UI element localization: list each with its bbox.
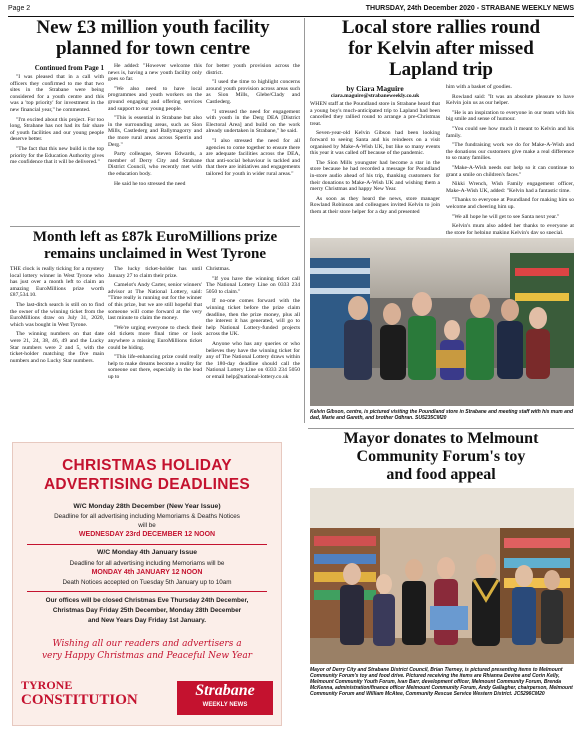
advertising-deadlines-ad <box>12 442 282 726</box>
paragraph: Nikki Wrench, Wish Family engagement officer, Make-A-Wish UK, added: "Kelvin had a fantastic time. <box>446 181 574 194</box>
tyrone-constitution-logo: TYRONE CONSTITUTION <box>21 678 138 708</box>
paragraph: Seven-year-old Kelvin Gibson had been looking forward to seeing Santa and his reindeers on a visit organised by Make-A-Wish UK, but like so many events this year it was called off because of the pandemic. <box>310 130 440 157</box>
paragraph: "Make-A-Wish needs our help so it can continue to grant a smile on children's faces." <box>446 164 574 178</box>
paragraph: "We all hope he will get to see Santa next year." <box>452 213 560 220</box>
paragraph: "I'm excited about this project. For too long, Strabane has not had its fair share of youth facilities and our young people deserve better. <box>10 116 104 143</box>
paragraph: The last-ditch search is still on to find the owner of the winning ticket from the EuroMillions draw on July 31, 2020, which was bought in West Tyrone. <box>10 301 104 328</box>
a3-column-1 <box>10 266 104 438</box>
a2-headline: Local store rallies round for Kelvin after missed Lapland trip <box>341 17 541 80</box>
paragraph: Rowland said: "It was an absolute pleasure to have Kelvin join us as our helper. <box>446 93 574 107</box>
section-divider <box>308 428 574 429</box>
paragraph: Christmas. <box>206 266 231 272</box>
paragraph: The lucky ticket-holder has until January 27 to claim their prize. <box>108 266 202 279</box>
paragraph: Anyone who has any queries or who believes they have the winning ticket for any of The National Lottery draws within the 180-day deadline should call the National Lottery Line on 0333 234 5050 or email help@national-lottery.co.uk <box>206 340 300 380</box>
a2-column-1 <box>310 101 440 231</box>
a4-caption: Mayor of Derry City and Strabane District Council, Brian Tierney, is pictured presenting items to Melmount Community Forum's toy and food drive. Pictured receiving the items are Rhianna Devine and Corin Kelly, Melmount Community Youth Forum, Ivan Barr, development officer, Melmount Community Forum, Brenda McKenna, administration/finance officer Melmount Community Forum, Andy Gallagher, chairperson, Melmount Community Forum and William McAtee, Community Rescue Service Western District. JC5296CM20 <box>310 667 573 697</box>
paragraph: "I stressed the need for engagement with youth in the Derg DEA [District Electoral Area] and build on the work already undertaken in Strabane," he said. <box>206 108 300 135</box>
a1-headline: New £3 million youth facility planned for town centre <box>36 17 270 59</box>
paragraph: "I was pleased that in a call with officers they confirmed to me that two sites in the Strabane were being considered for a youth centre and this was a 'top priority' for investment in the new financial year," he commented. <box>10 74 104 113</box>
ad-week-2-date: MONDAY 4th JANUARY 12 NOON <box>91 569 203 576</box>
a2-byline: by Ciara Maguire <box>346 84 404 93</box>
paragraph: "The fundraising work we do for Make-A-Wish and the donations our customers give make a real difference to so many families. <box>446 142 574 162</box>
paragraph: The Sion Mills youngster had become a star in the store because he had recorded a message for Poundland in-store audio ahead of his trip, thanking customers for their donations to Make-A-Wish UK and wishing them a merry Christmas and happy New Year. <box>310 159 440 193</box>
paragraph: "I used the time to highlight concerns around youth provision across areas such as Sion Mills, Glebe/Clady and Castlederg. <box>206 79 300 105</box>
paragraph: for better youth provision across the district. <box>206 63 300 76</box>
a2-caption: Kelvin Gibson, centre, is pictured visiting the Poundland store in Strabane and meeting staff with his mum and dad, Marie and Gareth, and brother Odhran. SU5235CM20 <box>310 409 574 421</box>
paragraph: "This is essential in Strabane but also in the surrounding areas, such as Sion Mills, Castlederg and Ballymagorry and the more rural areas across Sperrin and Derg." <box>108 115 202 148</box>
ad-wish-2: very Happy Christmas and Peaceful New Year <box>41 651 253 661</box>
paragraph: WHEN staff at the Poundland store in Strabane heard that a young boy's much-anticipated trip to Lapland had been cancelled they rallied round to arrange a pre-Christmas treat. <box>310 101 440 127</box>
dateline: THURSDAY, 24th December 2020 - STRABANE WEEKLY NEWS <box>365 5 574 12</box>
ad-closed-2: Christmas Day Friday 25th December, Monday 28th December <box>52 607 242 614</box>
paragraph: "He is an inspiration to everyone in our team with his big smile and sense of humour. <box>446 109 574 123</box>
ad-week-1-willbe: will be <box>138 522 156 529</box>
paragraph: "I also stressed the need for all agencies to come together to ensure there are adequate facilities across the DEA, that anti-social behaviour is tackled and that there are initiatives and engagements tailored for youth in wider rural areas." <box>206 137 300 177</box>
a3-column-2 <box>108 266 202 438</box>
mayor-donation-photo <box>310 488 574 664</box>
a1-column-1 <box>10 74 104 222</box>
ad-week-2: W/C Monday 4th January Issue <box>96 549 198 556</box>
paragraph: He said he too stressed the need <box>114 180 186 187</box>
page-header <box>8 2 574 17</box>
paragraph: The winning numbers on that date were 21, 24, 38, 46, 49 and the Lucky Star numbers were 2 and 5, with the ticket-holder matching the five main numbers and no Lucky Star numbers. <box>10 331 104 364</box>
paragraph: If no-one comes forward with the winning ticket before the prize claim deadline, then the prize money, plus all the interest it has generated, will go to help National Lottery-funded projects across the UK. <box>206 298 300 338</box>
paragraph: "We're urging everyone to check their old tickets more final time or look anywhere a missing EuroMillions ticket could be hiding. <box>108 324 202 351</box>
ad-title-2: ADVERTISING DEADLINES <box>43 476 251 493</box>
paragraph: He added: "However welcome this news is, having a new youth facility only goes so far. <box>108 63 202 83</box>
ad-week-2-deadline: Deadline for all advertising including Memoriams will be <box>69 560 225 567</box>
ad-title-1: CHRISTMAS HOLIDAY <box>62 457 232 474</box>
paragraph: "This life-enhancing prize could really help to make dreams become a reality for someone out there, especially in the lead up to <box>108 354 202 380</box>
paragraph: "The fact that this new build is the top priority for the Education Authority gives me confidence that it will be delivered." <box>10 145 104 166</box>
paragraph: "If you have the winning ticket call The National Lottery Line on 0333 234 5050 to claim." <box>206 275 300 295</box>
a3-column-3 <box>206 266 300 438</box>
section-divider <box>10 226 300 227</box>
paragraph: Camelot's Andy Carter, senior winners' advisor at The National Lottery, said: "Time really is running out for the winner of this prize, but we are still hopeful that someone will come forward at the very last minute to claim the money. <box>108 282 202 322</box>
ad-week-1-deadline: Deadline for all advertising including Memoriams & Deaths Notices <box>54 513 240 520</box>
paragraph: As soon as they heard the news, store manager Rowland Robinson and colleagues invited Kelvin to join them at their store helper for a day and presented <box>310 195 440 215</box>
kelvin-store-photo <box>310 238 574 406</box>
a2-column-2 <box>446 84 574 234</box>
column-divider <box>304 18 305 423</box>
paragraph: him with a basket of goodies. <box>446 84 512 90</box>
a4-headline: Mayor donates to Melmount Community Forum's toy and food appeal <box>343 430 539 483</box>
paragraph: "You could see how much it meant to Kelvin and his family. <box>446 125 574 139</box>
a3-headline: Month left as £87k EuroMillions prize remains unclaimed in West Tyrone <box>32 229 278 262</box>
ad-separator <box>27 544 267 545</box>
ad-closed-1: Our offices will be closed Christmas Eve Thursday 24th December, <box>45 597 249 604</box>
a1-column-3 <box>206 63 300 223</box>
paragraph: "We also need to have local programmes and youth workers on the ground engaging and offering services and support to our young people. <box>108 85 202 112</box>
ad-week-1: W/C Monday 28th December (New Year Issue) <box>73 503 221 510</box>
paragraph: Party colleague, Steven Edwards, a member of Derry City and Strabane District Council, who recently met with the education body. <box>108 151 202 177</box>
a2-email: ciara.maguire@strabaneweekly.co.uk <box>330 93 420 99</box>
a1-column-2 <box>108 63 202 223</box>
ad-week-2-deaths: Death Notices accepted on Tuesday 5th January up to 10am <box>62 579 232 586</box>
ad-wish-1: Wishing all our readers and advertisers a <box>52 639 242 649</box>
strabane-weekly-news-logo: Strabane WEEKLY NEWS <box>177 681 273 715</box>
a1-continued: Continued from Page 1 <box>34 64 104 72</box>
page-number: Page 2 <box>8 5 31 12</box>
paragraph: THE clock is really ticking for a mystery local lottery winner in West Tyrone who has just over a month left to claim an amazing EuroMillions prize worth £87,534.10. <box>10 266 104 299</box>
paragraph: Kelvin's mum also added her thanks to everyone at the store for helping making Kelvin's day so special. <box>446 223 574 234</box>
ad-closed-3: and New Years Day Friday 1st January. <box>87 617 207 624</box>
ad-week-1-date: WEDNESDAY 23rd DECEMBER 12 NOON <box>78 531 216 538</box>
paragraph: "Thanks to everyone at Poundland for making him so welcome and cheering him up. <box>446 197 574 210</box>
ad-separator <box>27 591 267 592</box>
a2-byline-block <box>310 84 440 99</box>
